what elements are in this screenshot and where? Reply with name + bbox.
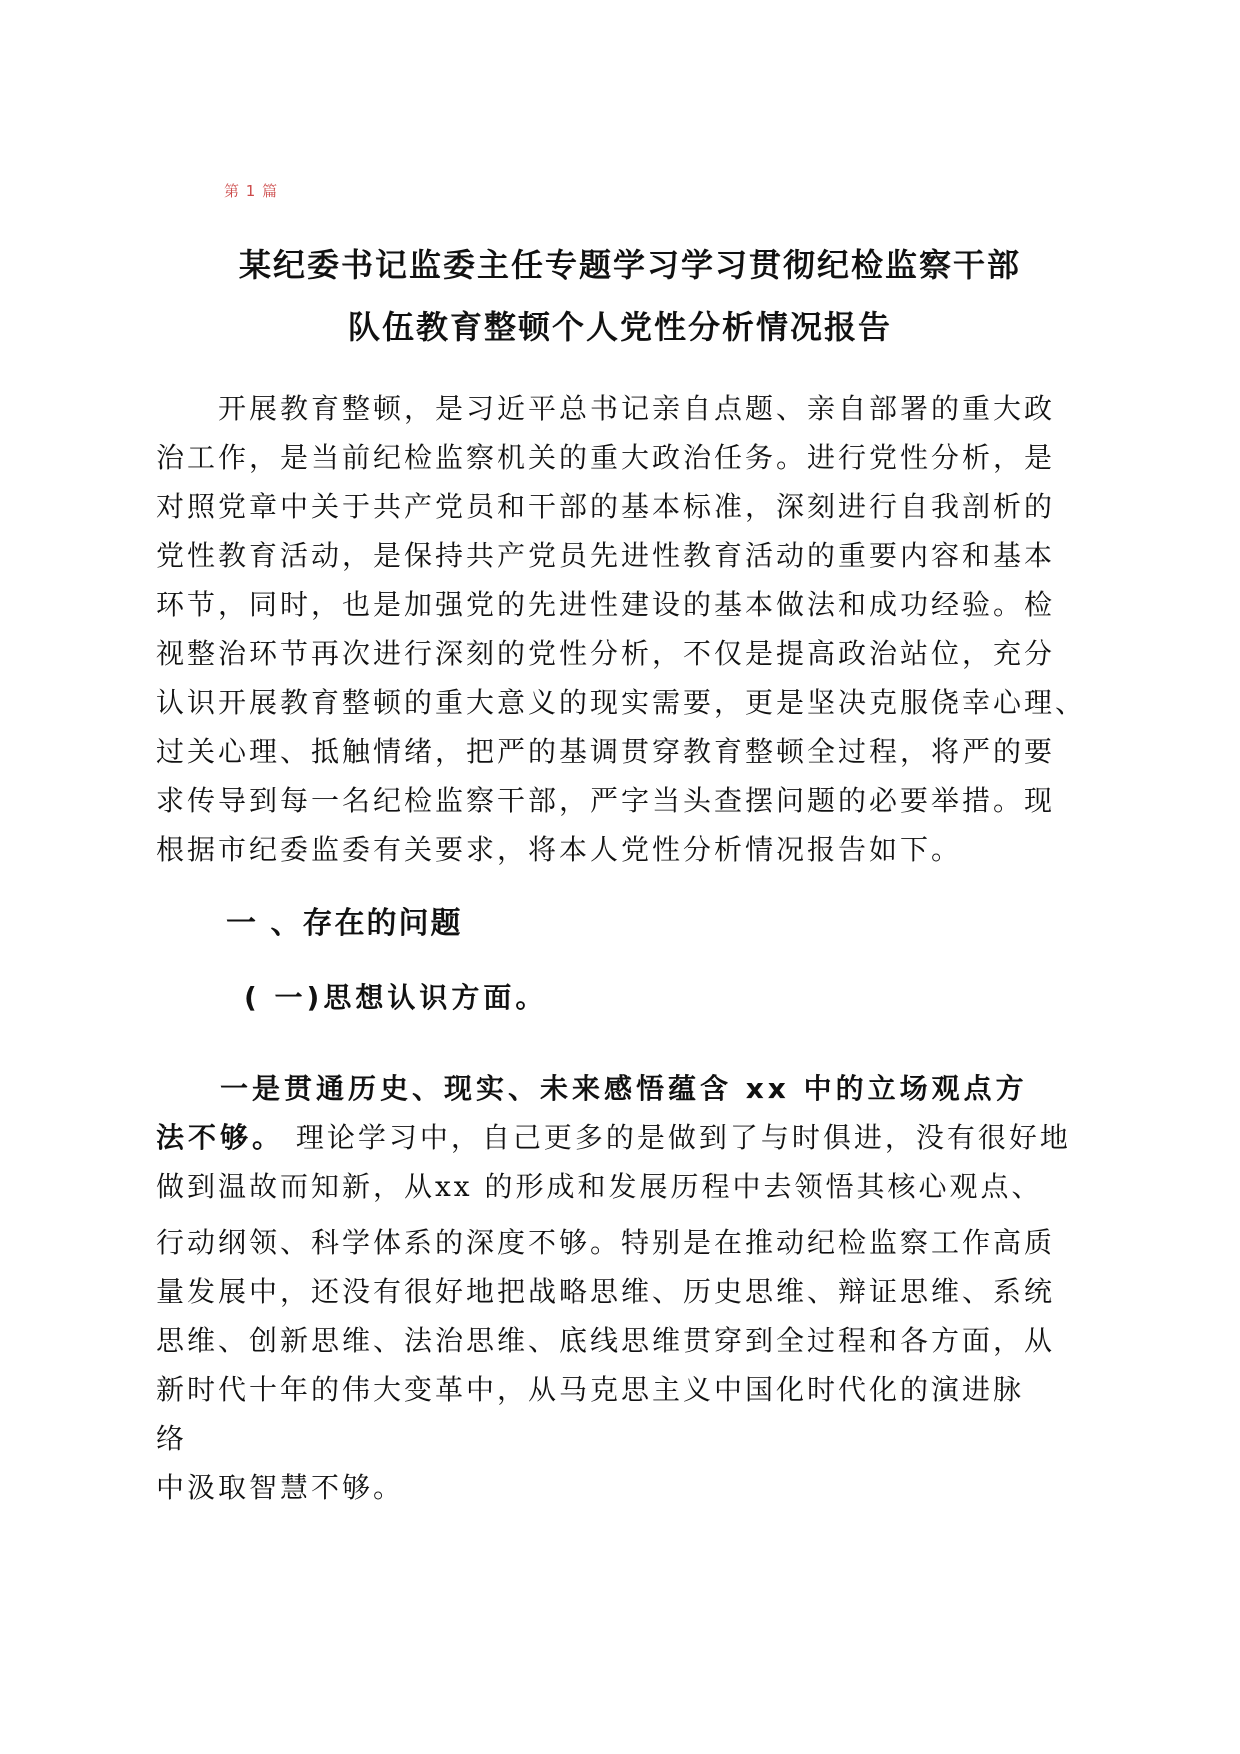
- paragraph-line: 行动纲领、科学体系的深度不够。特别是在推动纪检监察工作高质: [156, 1226, 1056, 1259]
- paragraph-line: 环节，同时，也是加强党的先进性建设的基本做法和成功经验。检: [156, 588, 1056, 621]
- sub-heading: ( 一)思想认识方面。: [244, 981, 548, 1014]
- paragraph-line: 根据市纪委监委有关要求，将本人党性分析情况报告如下。: [156, 833, 963, 866]
- point-lead-text: 一是贯通历史、现实、未来感悟蕴含 xx 中的立场观点方: [156, 1072, 1028, 1105]
- paragraph-line: 络: [156, 1422, 188, 1455]
- paragraph-line: 思维、创新思维、法治思维、底线思维贯穿到全过程和各方面，从: [156, 1324, 1056, 1357]
- document-title-line-1: 某纪委书记监委主任专题学习学习贯彻纪检监察干部: [238, 246, 1021, 284]
- paragraph-line: [156, 1064, 1086, 1113]
- point-lead-text: 法不够。: [156, 1121, 285, 1154]
- paragraph-line: 对照党章中关于共产党员和干部的基本标准，深刻进行自我剖析的: [156, 490, 1056, 523]
- paragraph-line: 做到温故而知新，从xx 的形成和发展历程中去领悟其核心观点、: [156, 1170, 1043, 1203]
- paragraph-line: 过关心理、抵触情绪，把严的基调贯穿教育整顿全过程，将严的要: [156, 735, 1056, 768]
- document-title-line-2: 队伍教育整顿个人党性分析情况报告: [347, 308, 892, 346]
- paragraph-line: 治工作，是当前纪检监察机关的重大政治任务。进行党性分析，是: [156, 441, 1056, 474]
- intro-paragraph: [156, 384, 1086, 874]
- paragraph-line: 认识开展教育整顿的重大意义的现实需要，更是坚决克服侥幸心理、: [156, 686, 1087, 719]
- paragraph-line: 新时代十年的伟大变革中，从马克思主义中国化时代化的演进脉: [156, 1373, 1025, 1406]
- point-paragraph: [156, 1064, 1086, 1512]
- paragraph-line: 视整治环节再次进行深刻的党性分析，不仅是提高政治站位，充分: [156, 637, 1056, 670]
- page-number-label: 第 1 篇: [224, 182, 279, 200]
- paragraph-line: 求传导到每一名纪检监察干部，严字当头查摆问题的必要举措。现: [156, 784, 1056, 817]
- paragraph-line: 党性教育活动，是保持共产党员先进性教育活动的重要内容和基本: [156, 539, 1056, 572]
- paragraph-line: 中汲取智慧不够。: [156, 1471, 405, 1504]
- paragraph-line: 量发展中，还没有很好地把战略思维、历史思维、辩证思维、系统: [156, 1275, 1056, 1308]
- section-heading: 一 、存在的问题: [226, 906, 463, 941]
- paragraph-text: 理论学习中，自己更多的是做到了与时俱进，没有很好地: [284, 1121, 1071, 1154]
- paragraph-line: [156, 1113, 1086, 1162]
- paragraph-line: 开展教育整顿，是习近平总书记亲自点题、亲自部署的重大政: [156, 392, 1056, 425]
